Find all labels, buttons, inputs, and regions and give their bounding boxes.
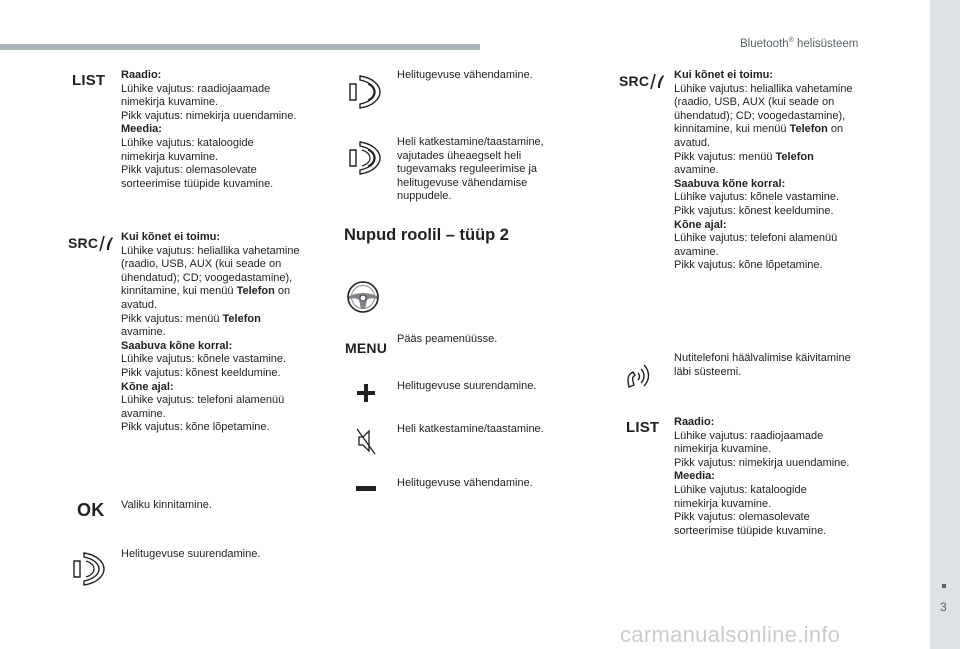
src-phone-button-icon: SRC <box>68 234 114 252</box>
mute-wheel-icon <box>346 138 386 178</box>
minus-icon <box>356 486 376 492</box>
voice-command-icon <box>624 360 654 390</box>
phone-slash-icon <box>649 72 665 90</box>
header-rule <box>0 44 480 50</box>
list-button-icon: LIST <box>72 72 106 89</box>
volume-down-wheel-icon <box>346 72 386 112</box>
plus-button-description: Helitugevuse suurendamine. <box>397 380 537 392</box>
list-button-description-2: Raadio: Lühike vajutus: raadiojaamade nimekirja kuvamine. Pikk vajutus: nimekirja uuendamine. Meedia: Lühike vajutus: kataloogide nimekirja kuvamine. Pikk vajutus: olemasolevate sorteerimise tüüpide kuvamine. <box>674 416 850 537</box>
voice-command-description: Nutitelefoni häälvalimise käivitamine läbi süsteemi. <box>674 352 851 378</box>
list-button-description: Raadio: Lühike vajutus: raadiojaamade nimekirja kuvamine. Pikk vajutus: nimekirja uuendamine. Meedia: Lühike vajutus: kataloogide nimekirja kuvamine. Pikk vajutus: olemasolevate sorteerimise tüüpide kuvamine. <box>121 69 297 190</box>
mute-icon <box>356 426 376 456</box>
volume-up-wheel-icon <box>70 549 110 589</box>
page-header-title: Bluetooth® helisüsteem <box>740 37 859 50</box>
src-phone-button-icon-2: SRC <box>619 72 665 90</box>
watermark: carmanualsonline.info <box>620 622 841 647</box>
section-title: Nupud roolil – tüüp 2 <box>344 226 509 244</box>
src-button-description: Kui kõnet ei toimu: Lühike vajutus: heliallika vahetamine (raadio, USB, AUX (kui seade on ühendatud); CD; voogedastamine), kinnitamine, kui menüü Telefon on avatud. Pikk vajutus: menüü Telefon avamine. Saabuva kõne korral: Lühike vajutus: kõnele vastamine. Pikk vajutus: kõnest keeldumine. Kõne ajal: Lühike vajutus: telefoni alamenüü avamine. Pikk vajutus: kõne lõpetamine. <box>121 231 300 434</box>
minus-button-description: Helitugevuse vähendamine. <box>397 477 533 489</box>
list-button-icon-2: LIST <box>626 419 660 436</box>
plus-icon <box>356 383 376 403</box>
page-side-strip <box>930 0 960 649</box>
mute-wheel-description: Heli katkestamine/taastamine, vajutades üheaegselt heli tugevamaks reguleerimise ja helitugevuse vähendamise nuppudele. <box>397 136 544 203</box>
menu-button-description: Pääs peamenüüsse. <box>397 333 498 345</box>
page-number: 3 <box>940 600 947 614</box>
steering-wheel-icon <box>345 279 381 315</box>
page-marker <box>942 584 946 588</box>
volume-up-wheel-description: Helitugevuse suurendamine. <box>121 548 261 560</box>
menu-button-icon: MENU <box>345 340 388 356</box>
volume-down-wheel-description: Helitugevuse vähendamine. <box>397 69 533 81</box>
ok-button-icon: OK <box>77 500 105 520</box>
src-button-description-2: Kui kõnet ei toimu: Lühike vajutus: heliallika vahetamine (raadio, USB, AUX (kui seade on ühendatud); CD; voogedastamine), kinnitamine, kui menüü Telefon on avatud. Pikk vajutus: menüü Telefon avamine. Saabuva kõne korral: Lühike vajutus: kõnele vastamine. Pikk vajutus: kõnest keeldumine. Kõne ajal: Lühike vajutus: telefoni alamenüü avamine. Pikk vajutus: kõne lõpetamine. <box>674 69 853 272</box>
phone-slash-icon <box>98 234 114 252</box>
ok-button-description: Valiku kinnitamine. <box>121 499 212 511</box>
mute-button-description: Heli katkestamine/taastamine. <box>397 423 544 435</box>
